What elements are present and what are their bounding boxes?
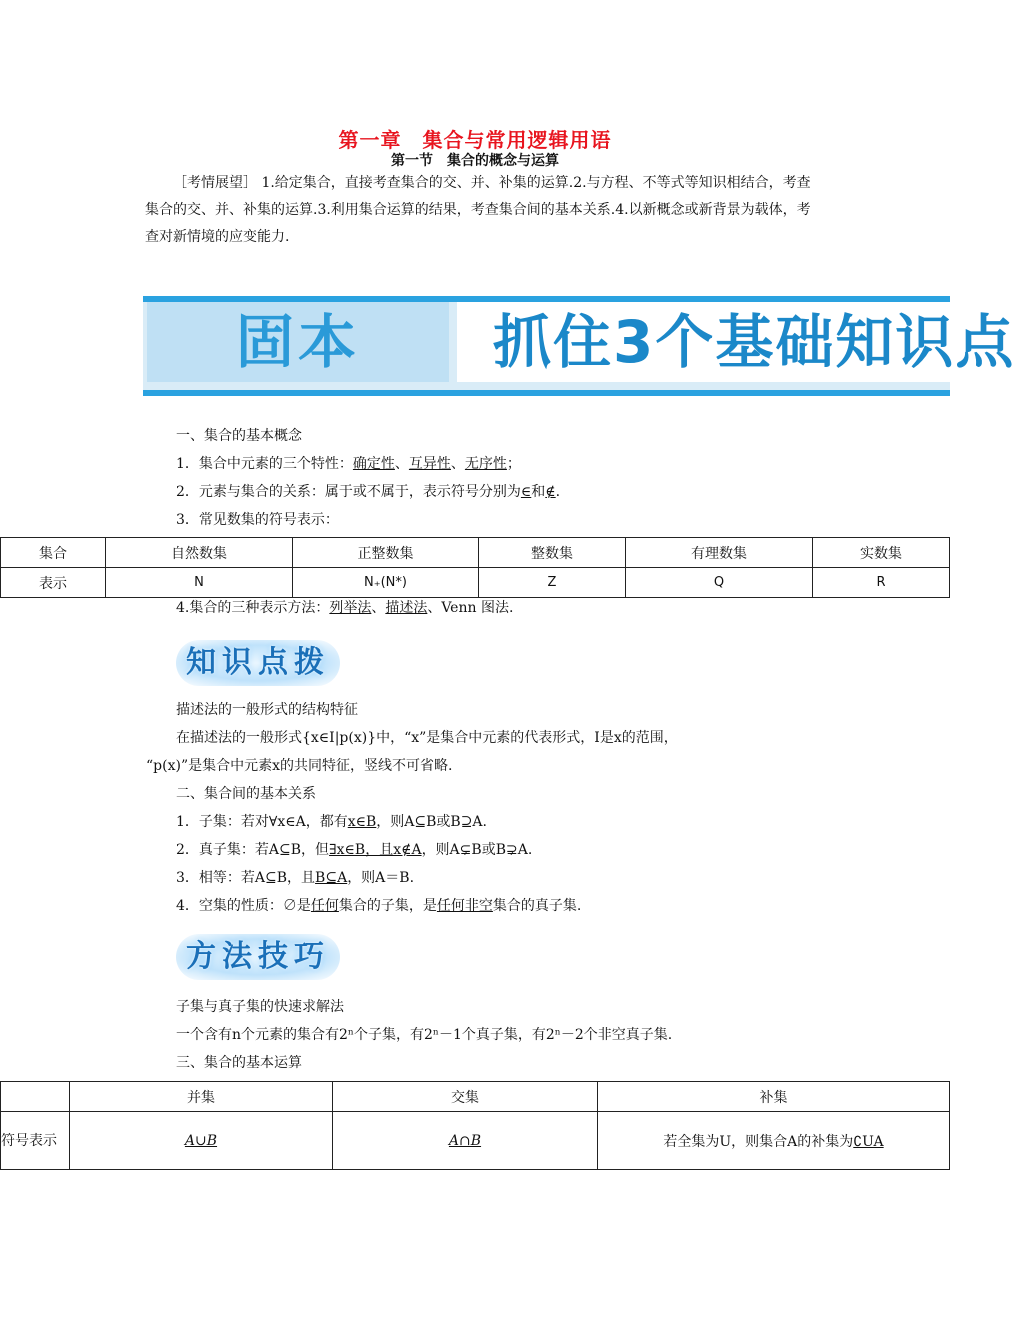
s1-item2: 2．元素与集合的关系：属于或不属于，表示符号分别为∈和∉.: [176, 484, 561, 500]
s1-heading: 一、集合的基本概念: [176, 428, 302, 444]
tip2-title: 子集与真子集的快速求解法: [176, 999, 344, 1015]
tip1-line2: “p(x)”是集合中元素x的共同特征，竖线不可省略.: [146, 758, 453, 774]
table-cell: 并集: [70, 1082, 333, 1112]
tip1-title: 描述法的一般形式的结构特征: [176, 702, 358, 718]
table-cell: 正整数集: [293, 538, 479, 568]
table-cell: [1, 1082, 70, 1112]
table-cell: 符号表示: [1, 1112, 70, 1170]
s1-item4: 4.集合的三种表示方法：列举法、描述法、Venn 图法.: [176, 600, 514, 616]
table-cell: 集合: [1, 538, 106, 568]
table-cell: A∪B: [70, 1112, 333, 1170]
table-cell: 整数集: [479, 538, 626, 568]
table-cell: 补集: [598, 1082, 950, 1112]
s2-item1: 1．子集：若对∀x∈A，都有x∈B，则A⊆B或B⊇A.: [176, 814, 487, 830]
table-cell: R: [813, 568, 950, 598]
s2-heading: 二、集合间的基本关系: [176, 786, 316, 802]
table-cell: 有理数集: [626, 538, 813, 568]
chapter-title: 第一章 集合与常用逻辑用语: [338, 128, 612, 152]
s1-item1: 1．集合中元素的三个特性：确定性、互异性、无序性；: [176, 456, 521, 472]
intro-paragraph: ［考情展望］ 1.给定集合，直接考查集合的交、并、补集的运算.2.与方程、不等式等知识相结合，考查集合的交、并、补集的运算.3.利用集合运算的结果，考查集合间的基本关系.4.以新概念或新背景为载体，考查对新情境的应变能力.: [145, 175, 811, 245]
tip2-line: 一个含有n个元素的集合有2ⁿ个子集，有2ⁿ－1个真子集，有2ⁿ－2个非空真子集.: [176, 1027, 673, 1043]
s2-item3: 3．相等：若A⊆B，且B⊆A，则A＝B.: [176, 870, 415, 886]
table-cell: A∩B: [333, 1112, 598, 1170]
table-row: [1, 568, 950, 598]
section-banner: [143, 296, 1015, 396]
method-tip-tag: 方法技巧: [176, 934, 340, 980]
table-cell: N₊(N*): [293, 568, 479, 598]
table-cell: 若全集为U，则集合A的补集为∁UA: [598, 1112, 950, 1170]
number-sets-table: [0, 537, 950, 598]
table-header-row: [1, 1082, 950, 1112]
s2-item4: 4．空集的性质：∅是任何集合的子集，是任何非空集合的真子集.: [176, 898, 582, 914]
set-operations-table: [0, 1081, 950, 1170]
s2-item2: 2．真子集：若A⊆B，但∃x∈B，且x∉A，则A⊊B或B⊋A.: [176, 842, 533, 858]
table-cell: 自然数集: [106, 538, 293, 568]
s1-item3: 3．常见数集的符号表示：: [176, 512, 339, 528]
table-cell: 表示: [1, 568, 106, 598]
table-cell: N: [106, 568, 293, 598]
table-row: [1, 1112, 950, 1170]
table-cell: Z: [479, 568, 626, 598]
banner-left-label: 固本: [147, 302, 449, 382]
s3-heading: 三、集合的基本运算: [176, 1055, 302, 1071]
table-cell: 实数集: [813, 538, 950, 568]
tip1-line1: 在描述法的一般形式{x∈I|p(x)}中，“x”是集合中元素的代表形式，I是x的范围，: [176, 730, 678, 746]
knowledge-tip-tag: 知识点拨: [176, 640, 340, 686]
section-title: 第一节 集合的概念与运算: [391, 153, 559, 169]
banner-right-label: 抓住3个基础知识点: [457, 302, 950, 382]
table-cell: Q: [626, 568, 813, 598]
table-header-row: [1, 538, 950, 568]
table-cell: 交集: [333, 1082, 598, 1112]
